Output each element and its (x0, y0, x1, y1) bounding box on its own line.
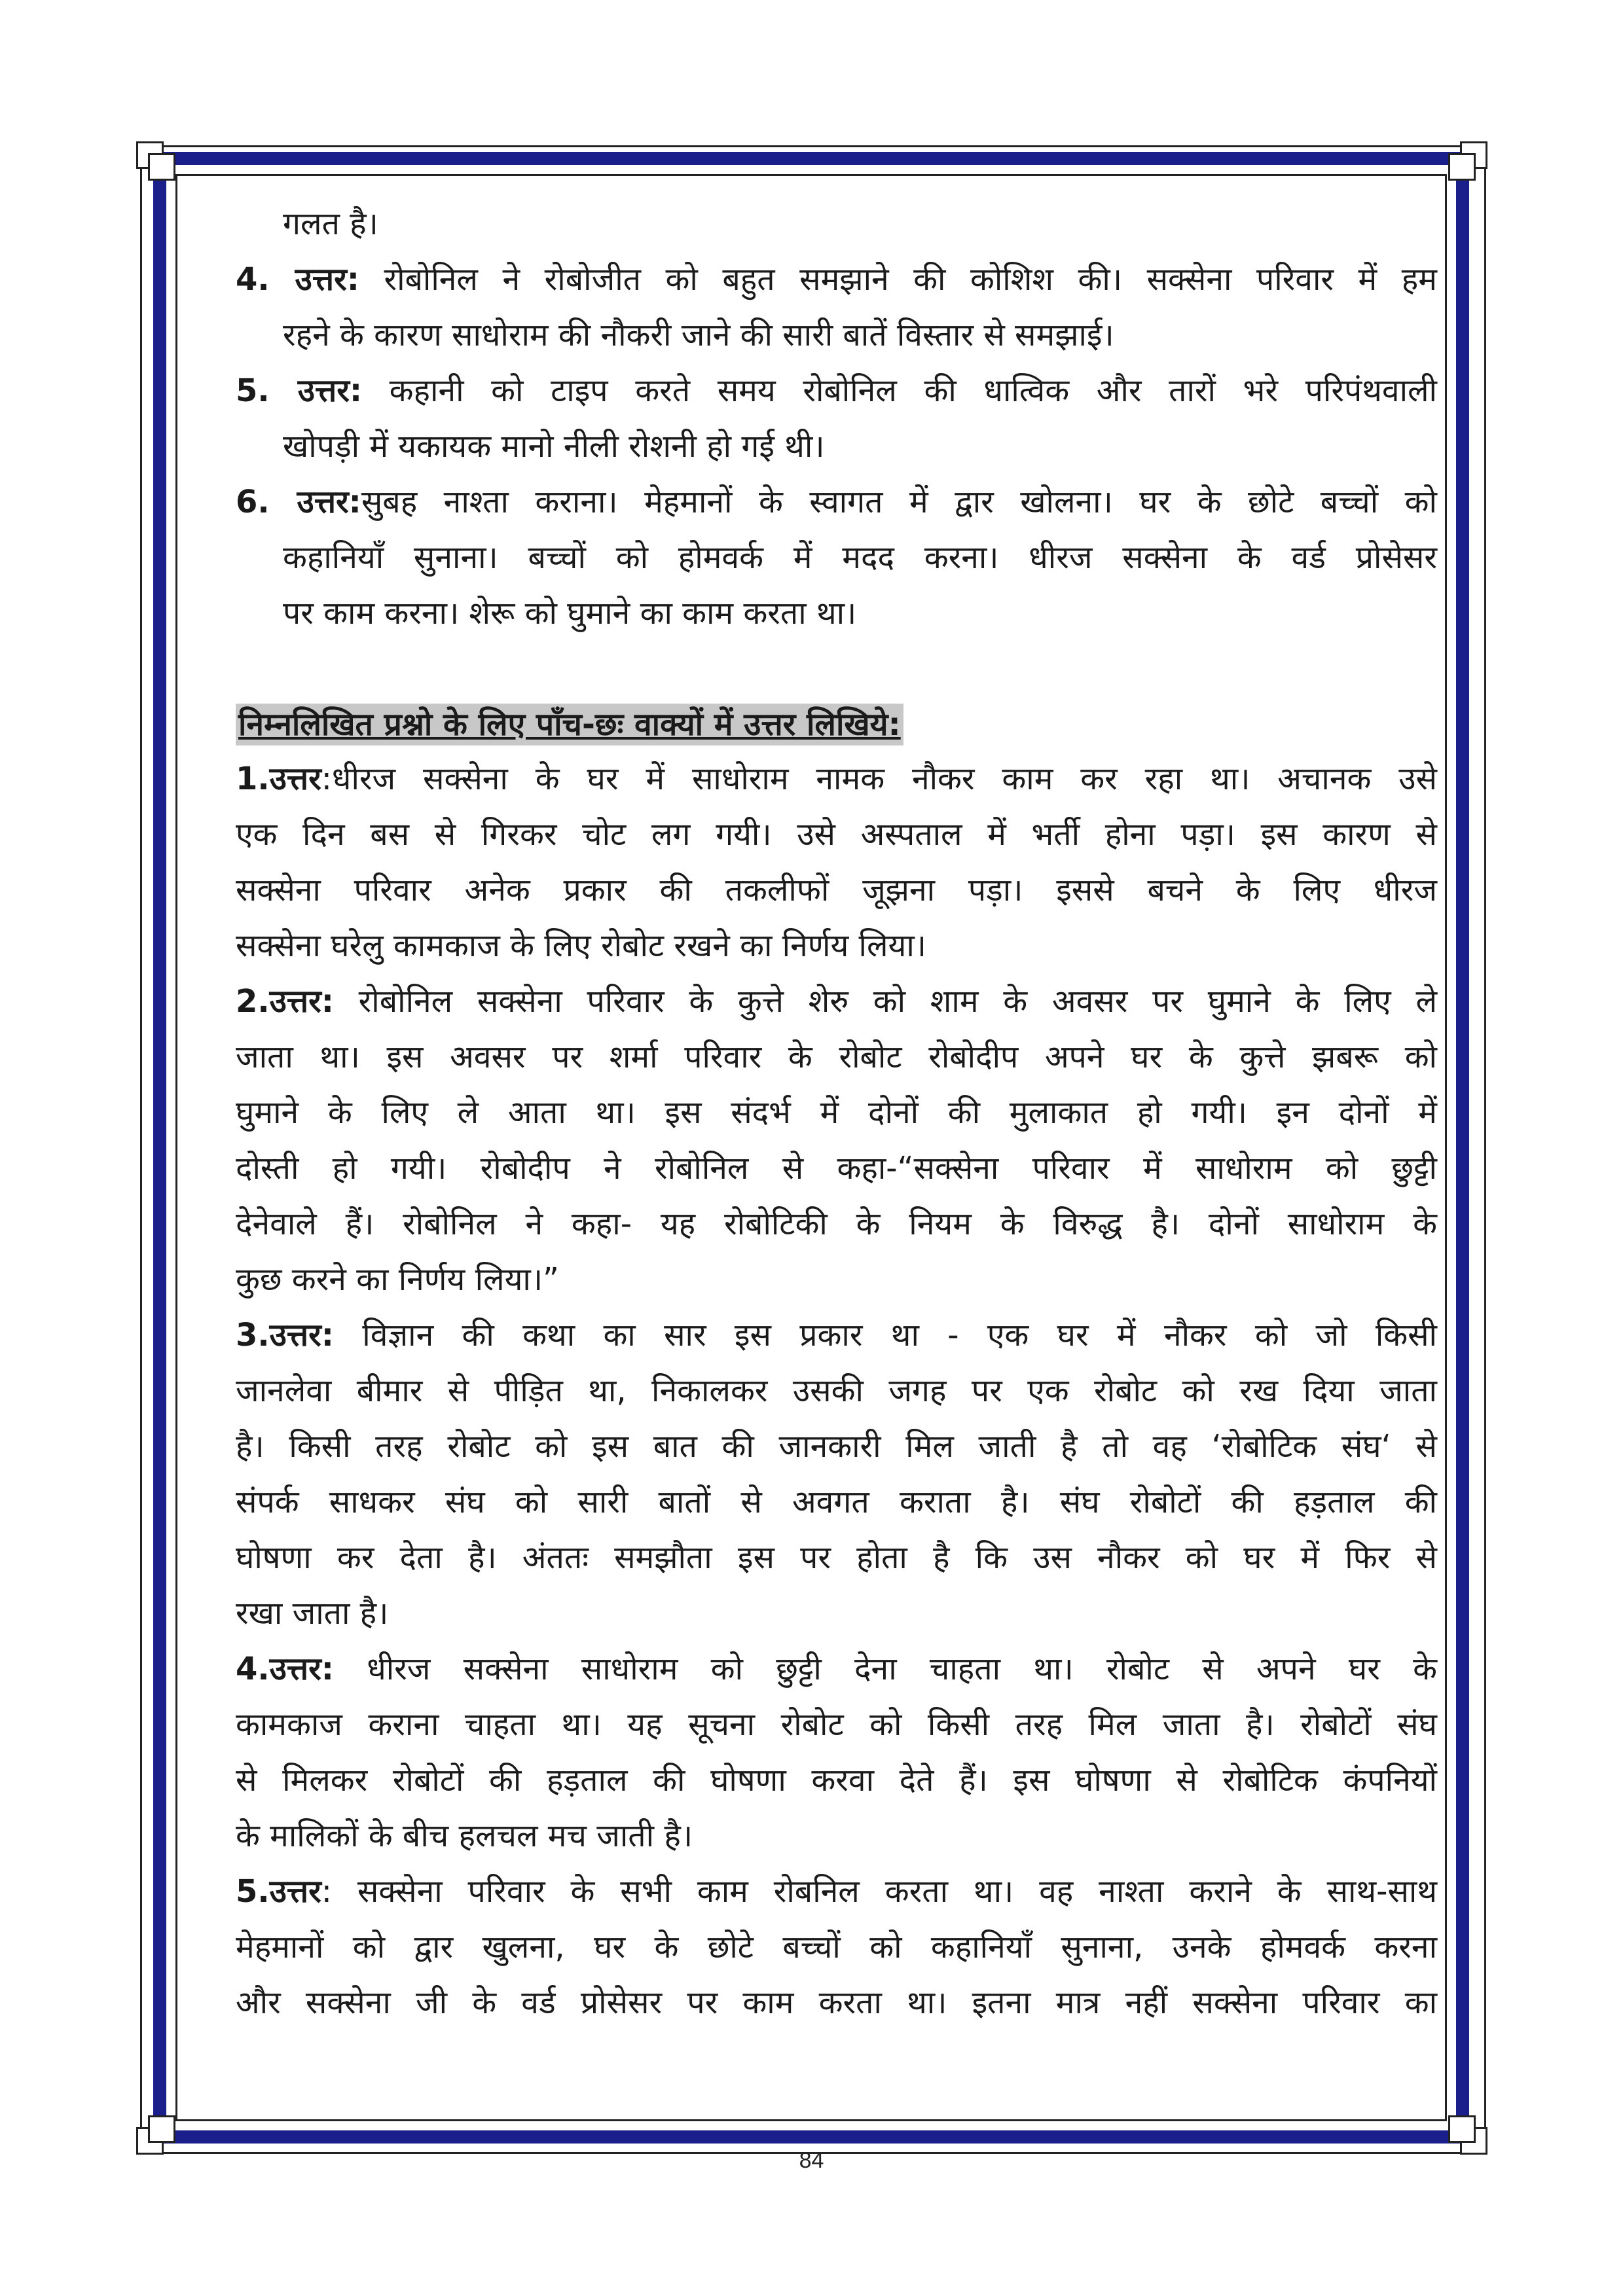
text-line: के मालिकों के बीच हलचल मच जाती है। (236, 1818, 693, 1854)
text-line: रहने के कारण साधोराम की नौकरी जाने की सारी बातें विस्तार से समझाई। (283, 317, 1114, 353)
text-line: एक दिन बस से गिरकर चोट लग गयी। उसे अस्पताल में भर्ती होना पड़ा। इस कारण से (236, 816, 1437, 853)
text-line: दोस्ती हो गयी। रोबोदीप ने रोबोनिल से कहा-“सक्सेना परिवार में साधोराम को छुट्टी (236, 1150, 1437, 1187)
text-line: कहानियाँ सुनाना। बच्चों को होमवर्क में मदद करना। धीरज सक्सेना के वर्ड प्रोसेसर (283, 539, 1437, 576)
section-heading: निम्नलिखित प्रश्नो के लिए पाँच-छः वाक्यों में उत्तर लिखिये: (236, 704, 903, 745)
text-line: सक्सेना परिवार अनेक प्रकार की तकलीफों जूझना पड़ा। इससे बचने के लिए धीरज (236, 872, 1437, 908)
text-line: से मिलकर रोबोटों की हड़ताल की घोषणा करवा देते हैं। इस घोषणा से रोबोटिक कंपनियों (236, 1762, 1437, 1799)
text-line: सक्सेना घरेलु कामकाज के लिए रोबोट रखने का निर्णय लिया। (236, 927, 926, 964)
answer-line: 5.उत्तर: सक्सेना परिवार के सभी काम रोबनिल करता था। वह नाश्ता कराने के साथ-साथ (236, 1873, 1437, 1910)
answer-line: 3.उत्तर: विज्ञान की कथा का सार इस प्रकार था - एक घर में नौकर को जो किसी (236, 1317, 1437, 1354)
answer-line: 5. उत्तर: कहानी को टाइप करते समय रोबोनिल की धात्विक और तारों भरे परिपंथवाली (236, 372, 1437, 409)
text-line: गलत है। (283, 206, 378, 242)
text-line: कुछ करने का निर्णय लिया।” (236, 1261, 559, 1298)
text-line: पर काम करना। शेरू को घुमाने का काम करता था। (283, 595, 857, 632)
answer-number: 5.उत्तर (236, 1873, 321, 1910)
answer-number: 3.उत्तर: (236, 1317, 334, 1354)
text-line: है। किसी तरह रोबोट को इस बात की जानकारी मिल जाती है तो वह ‘रोबोटिक संघ‘ से (236, 1428, 1437, 1465)
text-line: संपर्क साधकर संघ को सारी बातों से अवगत कराता है। संघ रोबोटों की हड़ताल की (236, 1484, 1437, 1520)
answer-number: 4.उत्तर: (236, 1651, 334, 1687)
answer-line: 1.उत्तर:धीरज सक्सेना के घर में साधोराम नामक नौकर काम कर रहा था। अचानक उसे (236, 761, 1437, 797)
text-line: जानलेवा बीमार से पीड़ित था, निकालकर उसकी जगह पर एक रोबोट को रख दिया जाता (236, 1372, 1437, 1409)
answer-line: 2.उत्तर: रोबोनिल सक्सेना परिवार के कुत्ते शेरु को शाम के अवसर पर घुमाने के लिए ले (236, 983, 1437, 1020)
page-number: 84 (799, 2148, 824, 2173)
text-line: खोपड़ी में यकायक मानो नीली रोशनी हो गई थी। (283, 428, 825, 465)
answer-number: 4. उत्तर: (236, 261, 359, 298)
text-line: देनेवाले हैं। रोबोनिल ने कहा- यह रोबोटिकी के नियम के विरुद्ध है। दोनों साधोराम के (236, 1206, 1437, 1242)
answer-number: 2.उत्तर: (236, 983, 334, 1020)
text-line: और सक्सेना जी के वर्ड प्रोसेसर पर काम करता था। इतना मात्र नहीं सक्सेना परिवार का (236, 1984, 1437, 2021)
answer-line: 4. उत्तर: रोबोनिल ने रोबोजीत को बहुत समझाने की कोशिश की। सक्सेना परिवार में हम (236, 261, 1437, 298)
text-line: घोषणा कर देता है। अंततः समझौता इस पर होता है कि उस नौकर को घर में फिर से (236, 1539, 1437, 1576)
answer-number: 5. उत्तर: (236, 372, 363, 409)
text-line: कामकाज कराना चाहता था। यह सूचना रोबोट को किसी तरह मिल जाता है। रोबोटों संघ (236, 1706, 1437, 1743)
text-line: मेहमानों को द्वार खुलना, घर के छोटे बच्चों को कहानियाँ सुनाना, उनके होमवर्क करना (236, 1929, 1437, 1965)
answer-number: 1.उत्तर (236, 761, 321, 797)
answer-line: 4.उत्तर: धीरज सक्सेना साधोराम को छुट्टी देना चाहता था। रोबोट से अपने घर के (236, 1651, 1437, 1687)
corner-ornament-top-right (1447, 141, 1487, 182)
text-line: जाता था। इस अवसर पर शर्मा परिवार के रोबोट रोबोदीप अपने घर के कुत्ते झबरू को (236, 1039, 1437, 1075)
text-line: रखा जाता है। (236, 1595, 389, 1632)
answer-number: 6. उत्तर: (236, 484, 361, 520)
text-line: घुमाने के लिए ले आता था। इस संदर्भ में दोनों की मुलाकात हो गयी। इन दोनों में (236, 1094, 1437, 1131)
corner-ornament-top-left (136, 141, 177, 182)
answer-line: 6. उत्तर:सुबह नाश्ता कराना। मेहमानों के स्वागत में द्वार खोलना। घर के छोटे बच्चों को (236, 484, 1437, 520)
